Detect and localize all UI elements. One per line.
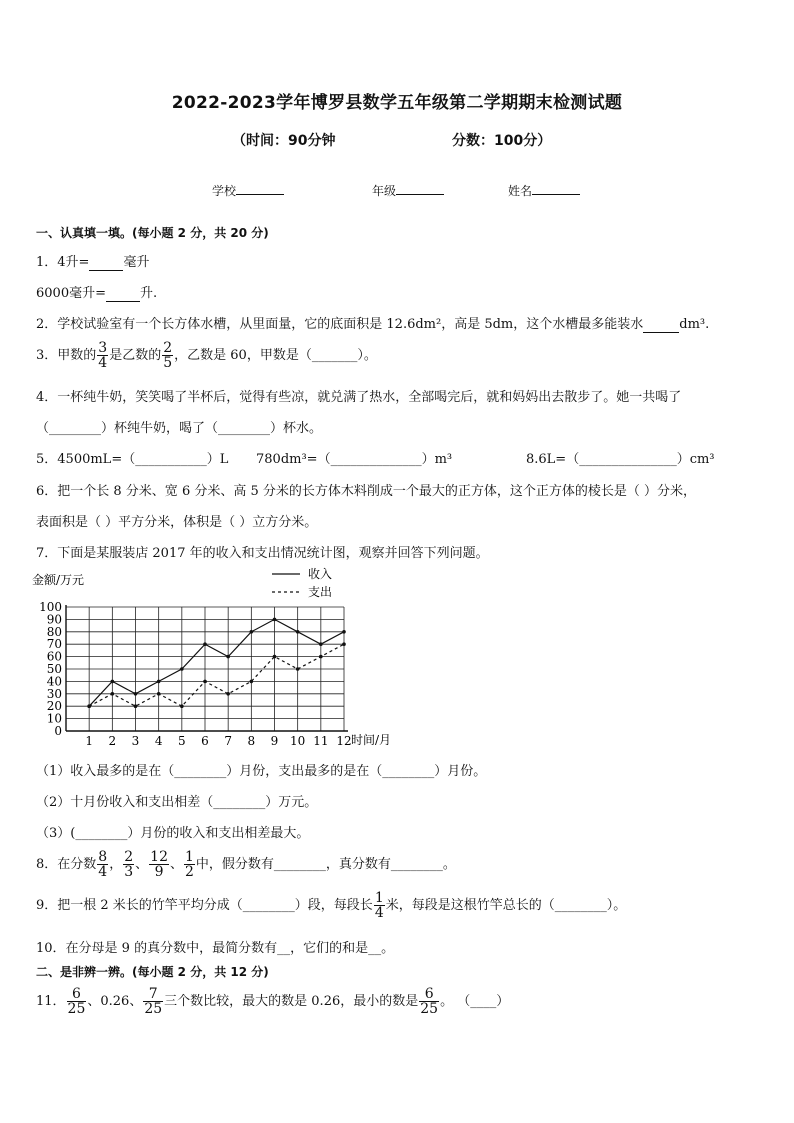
data-point-income bbox=[180, 667, 184, 671]
q8-fraction-2: $\frac{2}{3}$ bbox=[124, 849, 134, 880]
legend-label-income: 收入 bbox=[308, 567, 333, 581]
series-line-income bbox=[89, 619, 344, 706]
y-tick-label: 30 bbox=[46, 686, 62, 701]
question-6-line-1: 6．把一个长 8 分米、宽 6 分米、高 5 分米的长方体木料削成一个最大的正方体，这个正方体的棱长是（ ）分米， bbox=[36, 484, 697, 499]
name-field[interactable] bbox=[508, 182, 580, 199]
q1a-unit: 毫升 bbox=[123, 255, 150, 270]
q3-fraction-2: $\frac{2}{5}$ bbox=[163, 340, 173, 371]
q11-fraction-3: $\frac{6}{25}$ bbox=[420, 986, 439, 1017]
chart-x-axis-label: 时间/月 bbox=[351, 733, 392, 747]
q8-fraction-3: $\frac{12}{9}$ bbox=[150, 849, 168, 880]
data-point-expense bbox=[134, 704, 138, 708]
school-blank[interactable] bbox=[236, 182, 284, 195]
data-point-expense bbox=[203, 680, 207, 684]
x-tick-label: 8 bbox=[247, 734, 256, 748]
data-point-income bbox=[273, 618, 277, 622]
data-point-income bbox=[319, 642, 323, 646]
x-tick-label: 4 bbox=[154, 734, 163, 748]
y-tick-label: 50 bbox=[46, 662, 62, 676]
data-point-income bbox=[157, 680, 161, 684]
y-tick-label: 40 bbox=[46, 674, 62, 689]
q8-text-b: 中，假分数有________，真分数有________。 bbox=[195, 857, 456, 872]
data-point-income bbox=[296, 630, 300, 634]
q11-fraction-1: $\frac{6}{25}$ bbox=[67, 986, 86, 1017]
question-4-line-1: 4．一杯纯牛奶，笑笑喝了半杯后，觉得有些凉，就兑满了热水，全部喝完后，就和妈妈出去散步了。她一共喝了 bbox=[36, 390, 682, 405]
question-7-sub-1: （1）收入最多的是在（________）月份，支出最多的是在（________）月份。 bbox=[36, 764, 487, 779]
grade-field[interactable] bbox=[372, 182, 444, 199]
section-1-heading: 一、认真填一填。(每小题 2 分，共 20 分) bbox=[36, 226, 269, 240]
chart-axes bbox=[66, 605, 348, 731]
page-title: 2022-2023学年博罗县数学五年级第二学期期末检测试题 bbox=[171, 93, 623, 113]
question-7-intro: 7．下面是某服装店 2017 年的收入和支出情况统计图，观察并回答下列问题。 bbox=[36, 546, 489, 561]
data-point-expense bbox=[111, 692, 115, 696]
q3-text-b: 是乙数的 bbox=[109, 348, 162, 363]
section-2-heading: 二、是非辨一辨。(每小题 2 分，共 12 分) bbox=[36, 965, 269, 979]
q9-text-a: 9．把一根 2 米长的竹竿平均分成（________）段，每段长 bbox=[36, 898, 373, 913]
exam-time: （时间：90分钟 bbox=[232, 133, 336, 149]
q8-fraction-1: $\frac{8}{4}$ bbox=[98, 849, 108, 880]
chart-ticks bbox=[39, 600, 352, 748]
data-point-expense bbox=[87, 704, 91, 708]
q2-text: 2．学校试验室有一个长方体水槽，从里面量，它的底面积是 12.6dm²，高是 5dm，这个水槽最多能装水 bbox=[36, 317, 644, 332]
data-point-income bbox=[226, 655, 230, 659]
q3-text-a: 3．甲数的 bbox=[36, 348, 97, 363]
data-point-income bbox=[111, 680, 115, 684]
name-blank[interactable] bbox=[532, 182, 580, 195]
x-tick-label: 9 bbox=[270, 734, 279, 748]
x-tick-label: 6 bbox=[201, 734, 209, 748]
school-field[interactable] bbox=[212, 182, 284, 199]
q11-fraction-2: $\frac{7}{25}$ bbox=[144, 986, 163, 1017]
data-point-income bbox=[342, 630, 346, 634]
question-3 bbox=[36, 341, 377, 370]
y-tick-label: 20 bbox=[46, 699, 62, 714]
q11-text-c: 三个数比较，最大的数是 0.26，最小的数是 bbox=[164, 994, 419, 1009]
chart-y-axis-label: 金额/万元 bbox=[32, 573, 85, 587]
q1a-blank[interactable] bbox=[89, 255, 123, 271]
data-point-expense bbox=[273, 655, 277, 659]
question-5a: 5．4500mL=（___________）L bbox=[36, 452, 229, 467]
data-point-income bbox=[134, 692, 138, 696]
data-point-income bbox=[203, 642, 207, 646]
x-tick-label: 7 bbox=[224, 734, 232, 748]
income-expense-chart bbox=[30, 563, 392, 753]
data-point-expense bbox=[180, 704, 184, 708]
question-4-line-2: （________）杯纯牛奶，喝了（________）杯水。 bbox=[36, 421, 323, 436]
q11-text-d: 。 （____） bbox=[440, 994, 510, 1009]
series-line-expense bbox=[89, 644, 344, 706]
question-8: 8．在分数 $\frac{8}{4}$ ， $\frac{2}{3}$ 、 $\frac{12}{9}$ 、 $\frac{1}{2}$ 中，假分数有________，真分数有________。 bbox=[36, 849, 456, 880]
q8-fraction-4: $\frac{1}{2}$ bbox=[185, 849, 194, 880]
data-point-expense bbox=[342, 642, 346, 646]
data-point-expense bbox=[157, 692, 161, 696]
q11-number: 11． bbox=[36, 994, 66, 1009]
data-point-expense bbox=[250, 680, 254, 684]
y-tick-label: 10 bbox=[46, 711, 62, 726]
x-tick-label: 5 bbox=[178, 734, 186, 748]
grade-label: 年级 bbox=[372, 184, 397, 198]
data-point-expense bbox=[319, 655, 323, 659]
question-7-sub-3: （3）(________）月份的收入和支出相差最大。 bbox=[36, 826, 310, 841]
q3-fraction-1: $\frac{3}{4}$ bbox=[98, 340, 108, 371]
x-tick-label: 12 bbox=[336, 734, 352, 748]
x-tick-label: 3 bbox=[131, 734, 140, 748]
y-tick-label: 60 bbox=[46, 649, 62, 664]
q9-text-b: 米，每段是这根竹竿总长的（________）。 bbox=[385, 898, 627, 913]
name-label: 姓名 bbox=[508, 184, 533, 198]
q1b-unit: 升. bbox=[139, 286, 158, 301]
q8-text-a: 8．在分数 bbox=[36, 857, 97, 872]
question-5b: 780dm³=（______________）m³ bbox=[256, 452, 453, 467]
y-tick-label: 70 bbox=[46, 637, 62, 652]
data-point-expense bbox=[296, 667, 300, 671]
q1b-blank[interactable] bbox=[106, 286, 140, 302]
q2-unit: dm³. bbox=[679, 317, 710, 332]
q3-text-c: ，乙数是 60，甲数是（_______）。 bbox=[174, 348, 377, 363]
question-5c: 8.6L=（_______________）cm³ bbox=[526, 452, 715, 467]
question-10: 10．在分母是 9 的真分数中，最简分数有__，它们的和是__。 bbox=[36, 941, 395, 956]
chart-grid bbox=[66, 607, 344, 731]
q9-fraction: $\frac{1}{4}$ bbox=[374, 890, 384, 921]
x-tick-label: 1 bbox=[85, 734, 93, 748]
question-2 bbox=[36, 313, 709, 333]
legend-label-expense: 支出 bbox=[308, 585, 333, 599]
q11-text-b: 、0.26、 bbox=[87, 994, 143, 1009]
q1a-text: 1．4升= bbox=[36, 255, 90, 270]
question-7-sub-2: （2）十月份收入和支出相差（________）万元。 bbox=[36, 795, 318, 810]
chart-series bbox=[87, 618, 345, 708]
y-tick-label: 100 bbox=[39, 600, 62, 614]
q1b-text: 6000毫升= bbox=[36, 286, 106, 301]
exam-score: 分数：100分） bbox=[452, 133, 552, 149]
y-tick-label: 80 bbox=[46, 624, 62, 639]
chart-legend bbox=[272, 566, 332, 599]
y-tick-label: 90 bbox=[46, 612, 62, 627]
question-1a bbox=[36, 251, 149, 271]
question-6-line-2: 表面积是（ ）平方分米，体积是（ ）立方分米。 bbox=[36, 515, 318, 530]
question-9 bbox=[36, 891, 626, 920]
grade-blank[interactable] bbox=[396, 182, 444, 195]
q2-blank[interactable] bbox=[643, 317, 679, 333]
x-tick-label: 10 bbox=[290, 734, 306, 748]
x-tick-label: 2 bbox=[108, 734, 117, 748]
x-tick-label: 11 bbox=[313, 734, 329, 748]
question-1b bbox=[36, 282, 157, 302]
question-11 bbox=[36, 987, 509, 1016]
data-point-income bbox=[250, 630, 254, 634]
data-point-expense bbox=[226, 692, 230, 696]
school-label: 学校 bbox=[212, 184, 237, 198]
y-tick-label: 0 bbox=[54, 724, 62, 738]
